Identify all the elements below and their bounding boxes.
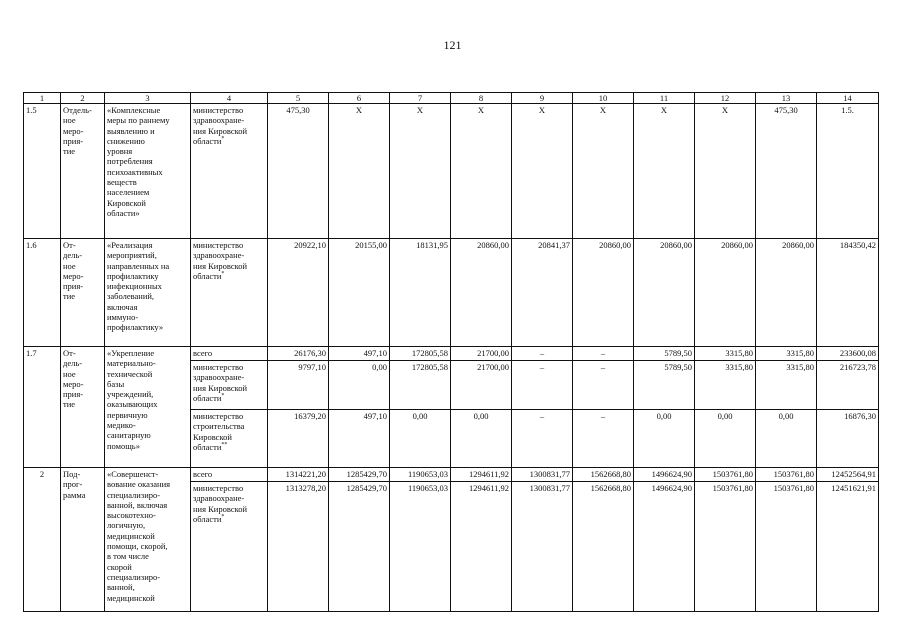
row-number: 1.6: [24, 239, 61, 347]
value-cell: 1300831,77: [512, 468, 573, 482]
value-cell: –: [573, 347, 634, 361]
value-cell: 21700,00: [451, 361, 512, 410]
table-row: [24, 239, 879, 347]
value-cell: 1285429,70: [329, 482, 390, 612]
value-cell: 1503761,80: [756, 468, 817, 482]
value-cell: 497,10: [329, 410, 390, 468]
row-name: «Комплексные меры по раннему выявлению и снижению уровня потребления психоактивных веществ населением Кировской области»: [105, 104, 191, 239]
value-cell: 1294611,92: [451, 468, 512, 482]
row-name: «Укрепление материально- технической базы учреждений, оказывающих первичную медико- санитарную помощь»: [105, 347, 191, 468]
value-cell: 20860,00: [573, 239, 634, 347]
value-cell: 1285429,70: [329, 468, 390, 482]
value-cell: 3315,80: [695, 361, 756, 410]
value-cell: 1314221,20: [268, 468, 329, 482]
row-name: «Реализация мероприятий, направленных на профилактику инфекционных заболеваний, включая иммуно- профилактику»: [105, 239, 191, 347]
value-cell: –: [512, 347, 573, 361]
value-cell: 475,30: [756, 104, 817, 239]
value-cell: 20860,00: [451, 239, 512, 347]
value-cell: 0,00: [634, 410, 695, 468]
budget-table: [23, 92, 879, 612]
value-cell: 3315,80: [695, 347, 756, 361]
col-header: 7: [390, 93, 451, 104]
value-cell: Х: [390, 104, 451, 239]
value-cell: 20860,00: [634, 239, 695, 347]
value-cell: 1.5.: [817, 104, 879, 239]
header-row: [24, 93, 879, 104]
value-cell: –: [573, 410, 634, 468]
row-executor: всего: [191, 468, 268, 482]
row-type: От- дель- ное меро- прия- тие: [61, 239, 105, 347]
value-cell: 1496624,90: [634, 482, 695, 612]
value-cell: 172805,58: [390, 361, 451, 410]
value-cell: Х: [329, 104, 390, 239]
value-cell: 1300831,77: [512, 482, 573, 612]
col-header: 1: [24, 93, 61, 104]
col-header: 14: [817, 93, 879, 104]
row-number: 1.5: [24, 104, 61, 239]
value-cell: 1562668,80: [573, 482, 634, 612]
row-number: 1.7: [24, 347, 61, 468]
value-cell: 1190653,03: [390, 468, 451, 482]
value-cell: 0,00: [329, 361, 390, 410]
value-cell: 18131,95: [390, 239, 451, 347]
row-executor: министерство здравоохране- ния Кировской области*: [191, 104, 268, 239]
col-header: 12: [695, 93, 756, 104]
value-cell: 12452564,91: [817, 468, 879, 482]
value-cell: 0,00: [695, 410, 756, 468]
row-type: Под- прог- рамма: [61, 468, 105, 612]
value-cell: 172805,58: [390, 347, 451, 361]
col-header: 13: [756, 93, 817, 104]
row-executor: всего: [191, 347, 268, 361]
value-cell: –: [512, 361, 573, 410]
row-type: Отдель- ное меро- прия- тие: [61, 104, 105, 239]
value-cell: 1313278,20: [268, 482, 329, 612]
value-cell: 20155,00: [329, 239, 390, 347]
value-cell: 184350,42: [817, 239, 879, 347]
table-row: [24, 104, 879, 239]
value-cell: 1294611,92: [451, 482, 512, 612]
row-number: 2: [24, 468, 61, 612]
value-cell: –: [573, 361, 634, 410]
row-type: От- дель- ное меро- прия- тие: [61, 347, 105, 468]
value-cell: 216723,78: [817, 361, 879, 410]
table-row: [24, 468, 879, 482]
col-header: 3: [105, 93, 191, 104]
value-cell: Х: [451, 104, 512, 239]
value-cell: 0,00: [390, 410, 451, 468]
value-cell: 233600,08: [817, 347, 879, 361]
row-name: «Совершенст- вование оказания специализиро- ванной, включая высокотехно- логичную, медицинской помощи, скорой, в том числе скорой специализиро- ванной, медицинской: [105, 468, 191, 612]
value-cell: 5789,50: [634, 347, 695, 361]
value-cell: 497,10: [329, 347, 390, 361]
col-header: 2: [61, 93, 105, 104]
value-cell: 1496624,90: [634, 468, 695, 482]
value-cell: Х: [695, 104, 756, 239]
value-cell: 16379,20: [268, 410, 329, 468]
value-cell: 12451621,91: [817, 482, 879, 612]
row-executor: министерство здравоохране- ния Кировской области*: [191, 482, 268, 612]
page-number: 121: [443, 38, 462, 52]
value-cell: 5789,50: [634, 361, 695, 410]
col-header: 4: [191, 93, 268, 104]
col-header: 8: [451, 93, 512, 104]
value-cell: 20860,00: [756, 239, 817, 347]
value-cell: 1503761,80: [756, 482, 817, 612]
value-cell: –: [512, 410, 573, 468]
value-cell: 3315,80: [756, 361, 817, 410]
value-cell: 1503761,80: [695, 468, 756, 482]
value-cell: 475,30: [268, 104, 329, 239]
row-executor: министерство здравоохране- ния Кировской области*: [191, 361, 268, 410]
value-cell: 9797,10: [268, 361, 329, 410]
value-cell: 0,00: [756, 410, 817, 468]
value-cell: Х: [512, 104, 573, 239]
col-header: 11: [634, 93, 695, 104]
value-cell: 16876,30: [817, 410, 879, 468]
value-cell: 1562668,80: [573, 468, 634, 482]
value-cell: 21700,00: [451, 347, 512, 361]
value-cell: 20860,00: [695, 239, 756, 347]
value-cell: 1190653,03: [390, 482, 451, 612]
value-cell: 3315,80: [756, 347, 817, 361]
col-header: 6: [329, 93, 390, 104]
value-cell: Х: [573, 104, 634, 239]
table-row: [24, 347, 879, 361]
value-cell: Х: [634, 104, 695, 239]
value-cell: 0,00: [451, 410, 512, 468]
row-executor: министерство строительства Кировской области**: [191, 410, 268, 468]
col-header: 5: [268, 93, 329, 104]
value-cell: 20922,10: [268, 239, 329, 347]
row-executor: министерство здравоохране- ния Кировской области*: [191, 239, 268, 347]
value-cell: 1503761,80: [695, 482, 756, 612]
col-header: 10: [573, 93, 634, 104]
value-cell: 26176,30: [268, 347, 329, 361]
value-cell: 20841,37: [512, 239, 573, 347]
col-header: 9: [512, 93, 573, 104]
